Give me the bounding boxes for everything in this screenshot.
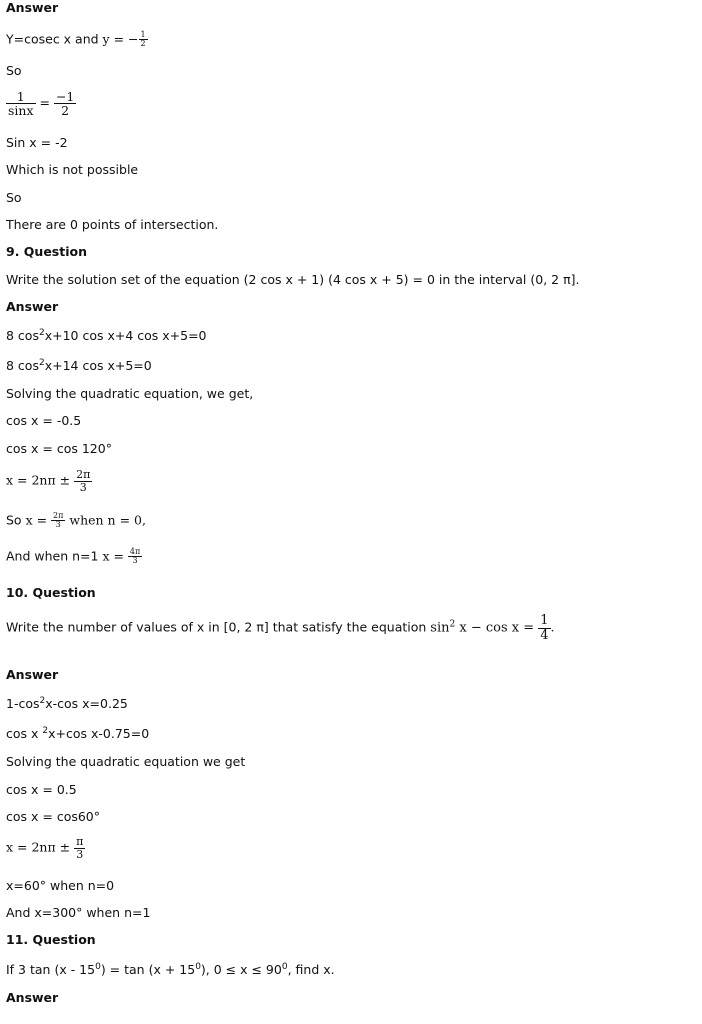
text-segment: 8 cos [6, 358, 39, 373]
fraction-num: 2π [53, 511, 64, 520]
and-solution-line [6, 548, 142, 566]
reciprocal-left-num: 1 [6, 90, 36, 104]
question-text: Write the solution set of the equation (2 cos x + 1) (4 cos x + 5) = 0 in the interval (0, 2 π]. [6, 272, 580, 287]
step-line: cos x = cos 120° [6, 441, 112, 456]
question-text-segment: Write the number of values of x in [0, 2 π] that satisfy the equation [6, 619, 431, 635]
fraction-den: 3 [55, 520, 61, 530]
text-segment: , find x. [287, 962, 335, 977]
step-line: Solving the quadratic equation we get [6, 754, 246, 769]
step-line: Solving the quadratic equation, we get, [6, 386, 254, 401]
superscript: 0 [95, 961, 101, 972]
fraction-den: 3 [132, 556, 138, 566]
question-math: sin [430, 620, 450, 636]
not-possible-line: Which is not possible [6, 162, 139, 177]
question-heading: 11. Question [6, 932, 96, 947]
so-line: So [6, 63, 22, 78]
step-line: cos x = -0.5 [6, 413, 82, 428]
fraction-den: 3 [79, 480, 87, 494]
reciprocal-left-den: sinx [8, 103, 34, 119]
given-line [6, 31, 148, 49]
answer-heading: Answer [6, 667, 59, 682]
given-fraction-den: 2 [140, 39, 146, 49]
general-solution-fraction [74, 469, 92, 493]
text-segment: 1-cos [6, 696, 40, 711]
superscript: 2 [449, 619, 456, 630]
reciprocal-right-den: 2 [61, 103, 70, 119]
step-line: And x=300° when n=1 [6, 905, 151, 920]
given-fraction [139, 31, 148, 49]
and-text: And when n=1 [6, 548, 103, 564]
text-segment: ) = tan (x + 15 [100, 962, 196, 977]
general-solution-left: x = 2nπ ± [6, 839, 75, 855]
equation-line [6, 726, 149, 742]
fraction-num: 4π [129, 547, 141, 556]
reciprocal-left-fraction [6, 90, 36, 117]
general-solution-fraction [74, 836, 85, 860]
fraction-den: 4 [540, 627, 549, 643]
superscript: 2 [38, 327, 45, 338]
question-fraction [538, 614, 550, 642]
answer-heading: Answer [6, 990, 59, 1005]
question-heading: 10. Question [6, 585, 96, 600]
general-solution [6, 836, 85, 860]
question-text [6, 962, 335, 978]
text-segment: 8 cos [6, 328, 39, 343]
given-math: y = − [102, 31, 139, 47]
reciprocal-right-num: −1 [55, 89, 75, 104]
reciprocal-equals: = [35, 95, 54, 111]
equation-line [6, 696, 128, 712]
fraction-num: 1 [540, 613, 549, 628]
equation-line [6, 358, 152, 374]
so-fraction [51, 512, 65, 530]
so-math-tail: when n = 0, [65, 512, 146, 528]
text-segment: x+10 cos x+4 cos x+5=0 [44, 328, 207, 343]
fraction-num: 2π [76, 468, 91, 481]
fraction-den: 3 [76, 847, 84, 861]
so-line: So [6, 190, 22, 205]
superscript: 2 [38, 357, 45, 368]
general-solution-left: x = 2nπ ± [6, 472, 75, 488]
step-line: cos x = 0.5 [6, 782, 77, 797]
step-line: cos x = cos60° [6, 809, 101, 824]
text-segment: x+cos x-0.75=0 [48, 726, 150, 741]
superscript: 0 [281, 961, 288, 972]
conclusion-line: There are 0 points of intersection. [6, 217, 219, 232]
superscript: 2 [42, 725, 49, 736]
fraction-num: π [76, 835, 84, 848]
question-text [6, 614, 555, 642]
text-segment: cos x [6, 726, 43, 741]
sinx-line: Sin x = -2 [6, 135, 68, 150]
reciprocal-equation [6, 90, 76, 117]
answer-heading: Answer [6, 0, 59, 15]
answer-heading: Answer [6, 299, 59, 314]
equation-line [6, 328, 207, 344]
question-math: x − cos x = [455, 620, 539, 636]
superscript: 0 [195, 961, 201, 972]
and-fraction [128, 548, 142, 566]
so-solution-line [6, 512, 146, 530]
reciprocal-right-fraction [54, 90, 76, 117]
general-solution [6, 469, 92, 493]
text-segment: If 3 tan (x - 15 [6, 962, 96, 977]
superscript: 2 [39, 695, 46, 706]
and-math: x = [102, 548, 128, 564]
question-heading: 9. Question [6, 244, 87, 259]
given-text: Y=cosec x and [6, 31, 103, 47]
given-fraction-num: 1 [140, 30, 146, 39]
question-end: . [550, 619, 555, 635]
text-segment: x-cos x=0.25 [45, 696, 128, 711]
so-math: x = [25, 512, 52, 528]
so-text: So [6, 512, 26, 528]
step-line: x=60° when n=0 [6, 878, 115, 893]
text-segment: x+14 cos x+5=0 [44, 358, 152, 373]
text-segment: ), 0 ≤ x ≤ 90 [200, 962, 282, 977]
